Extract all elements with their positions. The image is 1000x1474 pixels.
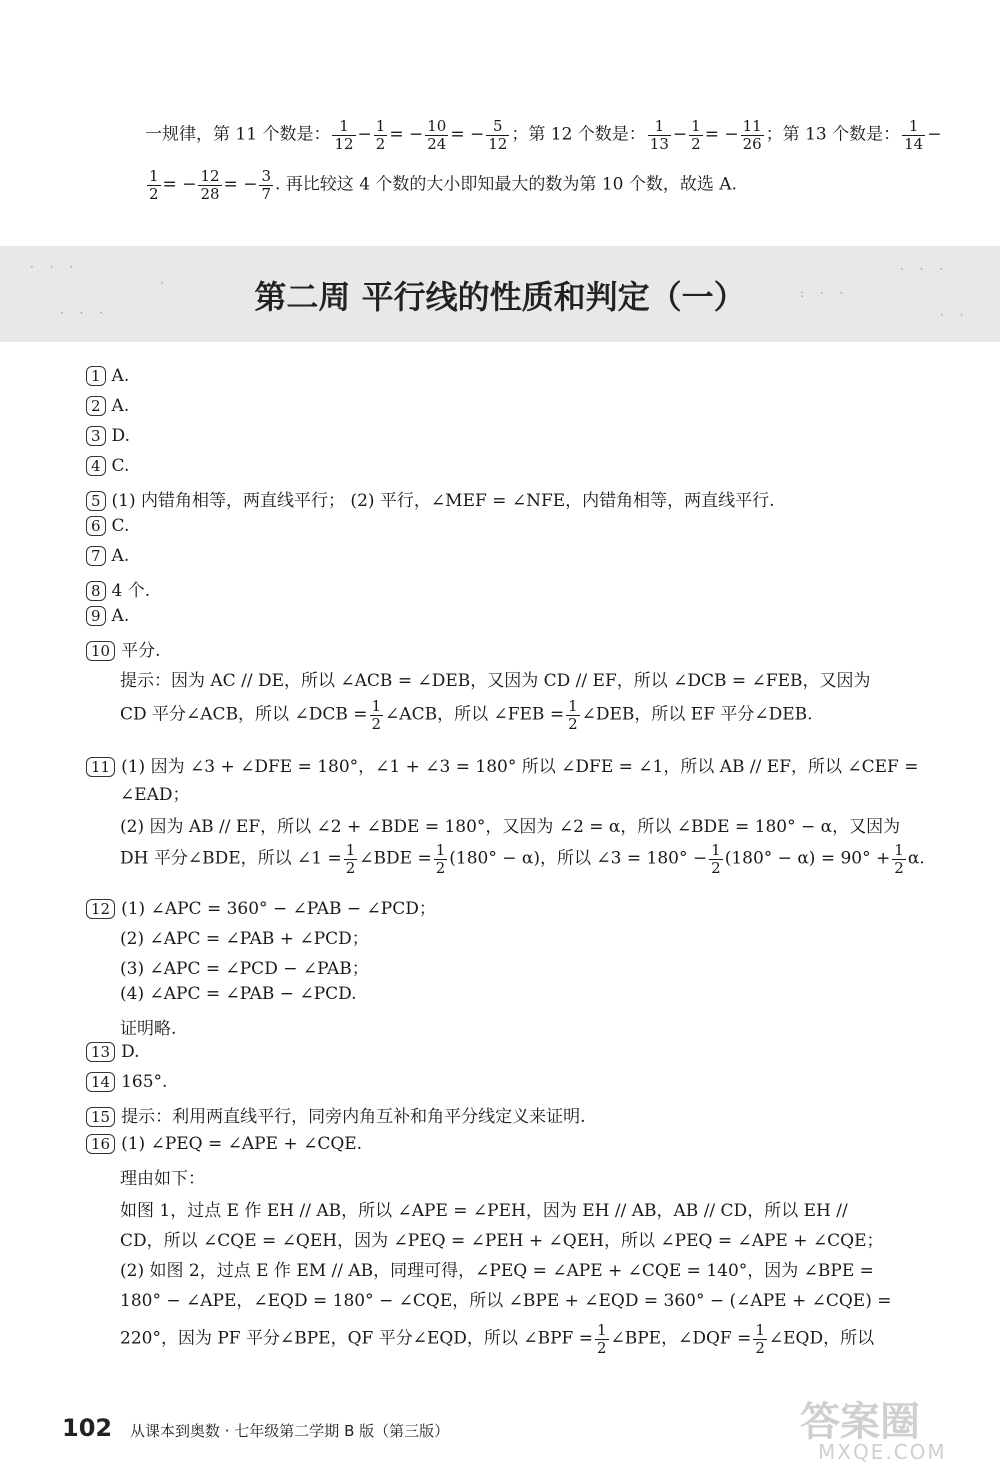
item-number: 9 bbox=[86, 606, 106, 626]
answer-line: 180° − ∠APE，∠EQD = 180° − ∠CQE，所以 ∠BPE + ∠EQD = 360° − (∠APE + ∠CQE) = bbox=[120, 1291, 892, 1311]
item-number: 5 bbox=[86, 491, 106, 511]
fraction bbox=[689, 118, 703, 152]
denominator: 24 bbox=[427, 134, 447, 153]
numerator: 1 bbox=[691, 117, 701, 135]
answer-line: CD，所以 ∠CQE = ∠QEH，因为 ∠PEQ = ∠PEH + ∠QEH，所以 ∠PEQ = ∠APE + ∠CQE； bbox=[120, 1231, 884, 1251]
text: = − bbox=[450, 124, 485, 145]
numerator: 1 bbox=[755, 1321, 765, 1339]
text: − bbox=[672, 124, 688, 145]
fraction bbox=[332, 118, 355, 152]
answer-line: 如图 1，过点 E 作 EH // AB，所以 ∠APE = ∠PEH，因为 EH // AB，AB // CD，所以 EH // bbox=[120, 1201, 848, 1221]
text: . 再比较这 4 个数的大小即知最大的数为第 10 个数，故选 A. bbox=[275, 174, 737, 195]
answer-line: ∠EAD； bbox=[120, 785, 190, 805]
answer-item bbox=[86, 894, 436, 919]
answer-text: C. bbox=[111, 516, 130, 536]
numerator: 1 bbox=[596, 1321, 607, 1339]
numerator: 1 bbox=[902, 118, 925, 136]
item-number: 7 bbox=[86, 546, 106, 566]
text: = − bbox=[223, 174, 258, 195]
denominator: 26 bbox=[742, 134, 762, 153]
item-number: 8 bbox=[86, 581, 106, 601]
answer-line: (4) ∠APC = ∠PAB − ∠PCD. bbox=[120, 984, 357, 1004]
page-number: 102 bbox=[62, 1414, 113, 1442]
text: (180° − α) = 90° + bbox=[724, 848, 891, 869]
answer-item bbox=[86, 456, 129, 476]
answer-item bbox=[86, 1102, 586, 1127]
text: α. bbox=[907, 848, 925, 869]
fraction bbox=[425, 118, 448, 152]
answer-line: (2) 如图 2，过点 E 作 EM // AB，同理可得，∠PEQ = ∠APE + ∠CQE = 140°，因为 ∠BPE = bbox=[120, 1261, 874, 1281]
denominator: 13 bbox=[649, 134, 669, 153]
answer-item bbox=[86, 576, 150, 601]
decor-dots: · · bbox=[940, 308, 970, 322]
book-title: 从课本到奥数 · 七年级第二学期 B 版（第三版） bbox=[130, 1422, 450, 1440]
watermark-url: MXQE.COM bbox=[818, 1440, 947, 1464]
answer-item bbox=[86, 396, 129, 416]
denominator: 2 bbox=[711, 858, 721, 877]
fraction bbox=[709, 842, 723, 876]
denominator: 2 bbox=[894, 858, 904, 877]
fraction bbox=[595, 1322, 609, 1356]
item-number: 4 bbox=[86, 456, 106, 476]
fraction bbox=[486, 118, 509, 152]
text: ∠EQD，所以 bbox=[768, 1328, 875, 1349]
answer-item bbox=[86, 752, 919, 777]
denominator: 14 bbox=[904, 134, 924, 153]
text: ∠DEB，所以 EF 平分∠DEB. bbox=[581, 704, 813, 725]
item-number: 1 bbox=[86, 366, 106, 386]
answer-text: (1) 内错角相等，两直线平行； (2) 平行，∠MEF = ∠NFE，内错角相等，两直线平行. bbox=[111, 491, 775, 511]
denominator: 2 bbox=[596, 1338, 607, 1357]
text: ；第 12 个数是： bbox=[511, 124, 646, 145]
denominator: 7 bbox=[261, 184, 271, 203]
answer-text: A. bbox=[111, 366, 130, 386]
watermark-logo: 答案圈 bbox=[800, 1399, 920, 1445]
denominator: 2 bbox=[568, 714, 578, 733]
item-number: 15 bbox=[86, 1107, 115, 1127]
text: = − bbox=[389, 124, 424, 145]
answer-item bbox=[86, 1072, 167, 1092]
answer-text: D. bbox=[121, 1042, 140, 1062]
item-number: 16 bbox=[86, 1134, 115, 1154]
text: DH 平分∠BDE，所以 ∠1 = bbox=[120, 848, 342, 869]
answer-text: (1) ∠APC = 360° − ∠PAB − ∠PCD； bbox=[121, 899, 436, 919]
fraction bbox=[753, 1322, 767, 1356]
answer-item bbox=[86, 366, 129, 386]
item-number: 10 bbox=[86, 641, 115, 661]
denominator: 28 bbox=[200, 184, 220, 203]
top-line-2 bbox=[145, 168, 737, 202]
answer-text: 提示：利用两直线平行，同旁内角互补和角平分线定义来证明. bbox=[121, 1107, 586, 1127]
text: ∠BPE，∠DQF = bbox=[610, 1328, 752, 1349]
numerator: 3 bbox=[261, 167, 271, 185]
decor-dots: : · · bbox=[800, 286, 850, 300]
denominator: 2 bbox=[371, 714, 382, 733]
answer-item bbox=[86, 516, 129, 536]
fraction bbox=[344, 842, 358, 876]
fraction bbox=[374, 118, 388, 152]
fraction bbox=[370, 698, 384, 732]
text: 一规律，第 11 个数是： bbox=[145, 124, 331, 145]
answer-item bbox=[86, 636, 161, 661]
answer-line: (3) ∠APC = ∠PCD − ∠PAB； bbox=[120, 959, 369, 979]
answer-line bbox=[120, 1322, 874, 1356]
answer-item bbox=[86, 546, 129, 566]
denominator: 2 bbox=[149, 184, 159, 203]
numerator: 10 bbox=[427, 117, 447, 135]
answer-text: A. bbox=[111, 396, 130, 416]
numerator: 1 bbox=[375, 117, 386, 135]
item-number: 14 bbox=[86, 1072, 115, 1092]
answer-text: D. bbox=[111, 426, 130, 446]
top-line-1 bbox=[145, 118, 941, 152]
item-number: 3 bbox=[86, 426, 106, 446]
decor-dots: · · · bbox=[30, 260, 80, 274]
text: = − bbox=[704, 124, 739, 145]
text: − bbox=[357, 124, 372, 145]
text: (180° − α)，所以 ∠3 = 180° − bbox=[449, 848, 708, 869]
fraction bbox=[648, 118, 671, 152]
text: CD 平分∠ACB，所以 ∠DCB = bbox=[120, 704, 368, 725]
numerator: 1 bbox=[332, 118, 355, 136]
item-number: 13 bbox=[86, 1042, 115, 1062]
fraction bbox=[902, 118, 925, 152]
answer-line: 证明略. bbox=[120, 1019, 177, 1039]
fraction bbox=[198, 168, 221, 202]
answer-text: (1) ∠PEQ = ∠APE + ∠CQE. bbox=[121, 1134, 363, 1154]
numerator: 1 bbox=[435, 841, 446, 859]
numerator: 1 bbox=[894, 841, 904, 859]
decor-dots: · · · bbox=[60, 306, 110, 320]
text: ∠BDE = bbox=[359, 848, 432, 869]
numerator: 12 bbox=[200, 167, 220, 185]
text: = − bbox=[162, 174, 197, 195]
numerator: 5 bbox=[486, 118, 509, 136]
fraction bbox=[892, 842, 906, 876]
numerator: 1 bbox=[345, 841, 356, 859]
numerator: 1 bbox=[711, 841, 721, 859]
fraction bbox=[566, 698, 580, 732]
denominator: 12 bbox=[488, 134, 508, 153]
fraction bbox=[147, 168, 161, 202]
denominator: 2 bbox=[345, 858, 356, 877]
answer-line: (2) ∠APC = ∠PAB + ∠PCD； bbox=[120, 929, 369, 949]
answer-item bbox=[86, 606, 129, 626]
item-number: 11 bbox=[86, 757, 115, 777]
answer-line: (2) 因为 AB // EF，所以 ∠2 + ∠BDE = 180°，又因为 ∠2 = α，所以 ∠BDE = 180° − α，又因为 bbox=[120, 817, 901, 837]
denominator: 2 bbox=[375, 134, 386, 153]
numerator: 1 bbox=[648, 118, 671, 136]
denominator: 2 bbox=[435, 858, 446, 877]
text: 220°，因为 PF 平分∠BPE，QF 平分∠EQD，所以 ∠BPF = bbox=[120, 1328, 593, 1349]
answer-item bbox=[86, 1042, 140, 1062]
fraction bbox=[259, 168, 273, 202]
decor-dots: · bbox=[160, 276, 170, 290]
fraction bbox=[741, 118, 764, 152]
answer-text: (1) 因为 ∠3 + ∠DFE = 180°，∠1 + ∠3 = 180° 所以 ∠DFE = ∠1，所以 AB // EF，所以 ∠CEF = bbox=[121, 757, 919, 777]
answer-text: 165°. bbox=[121, 1072, 168, 1092]
item-number: 6 bbox=[86, 516, 106, 536]
answer-text: A. bbox=[111, 606, 130, 626]
hint-line: 提示：因为 AC // DE，所以 ∠ACB = ∠DEB，又因为 CD // EF，所以 ∠DCB = ∠FEB，又因为 bbox=[120, 671, 871, 691]
denominator: 2 bbox=[691, 134, 701, 153]
section-title: 第二周 平行线的性质和判定（一） bbox=[254, 278, 746, 316]
hint-line bbox=[120, 698, 813, 732]
item-number: 12 bbox=[86, 899, 115, 919]
answer-text: 平分. bbox=[121, 641, 161, 661]
numerator: 1 bbox=[371, 697, 382, 715]
item-number: 2 bbox=[86, 396, 106, 416]
text: ∠ACB，所以 ∠FEB = bbox=[385, 704, 565, 725]
answer-item bbox=[86, 1134, 362, 1154]
text: − bbox=[927, 124, 942, 145]
answer-text: 4 个. bbox=[111, 581, 151, 601]
answer-text: A. bbox=[111, 546, 130, 566]
numerator: 11 bbox=[742, 117, 762, 135]
numerator: 1 bbox=[149, 167, 159, 185]
denominator: 12 bbox=[334, 134, 354, 153]
text: ；第 13 个数是： bbox=[765, 124, 901, 145]
numerator: 1 bbox=[568, 697, 578, 715]
answer-item bbox=[86, 486, 775, 511]
fraction bbox=[434, 842, 448, 876]
answer-line: 理由如下： bbox=[120, 1169, 205, 1189]
decor-dots: · · · bbox=[900, 262, 950, 276]
denominator: 2 bbox=[755, 1338, 765, 1357]
answer-line bbox=[120, 842, 925, 876]
answer-item bbox=[86, 426, 130, 446]
answer-text: C. bbox=[111, 456, 130, 476]
